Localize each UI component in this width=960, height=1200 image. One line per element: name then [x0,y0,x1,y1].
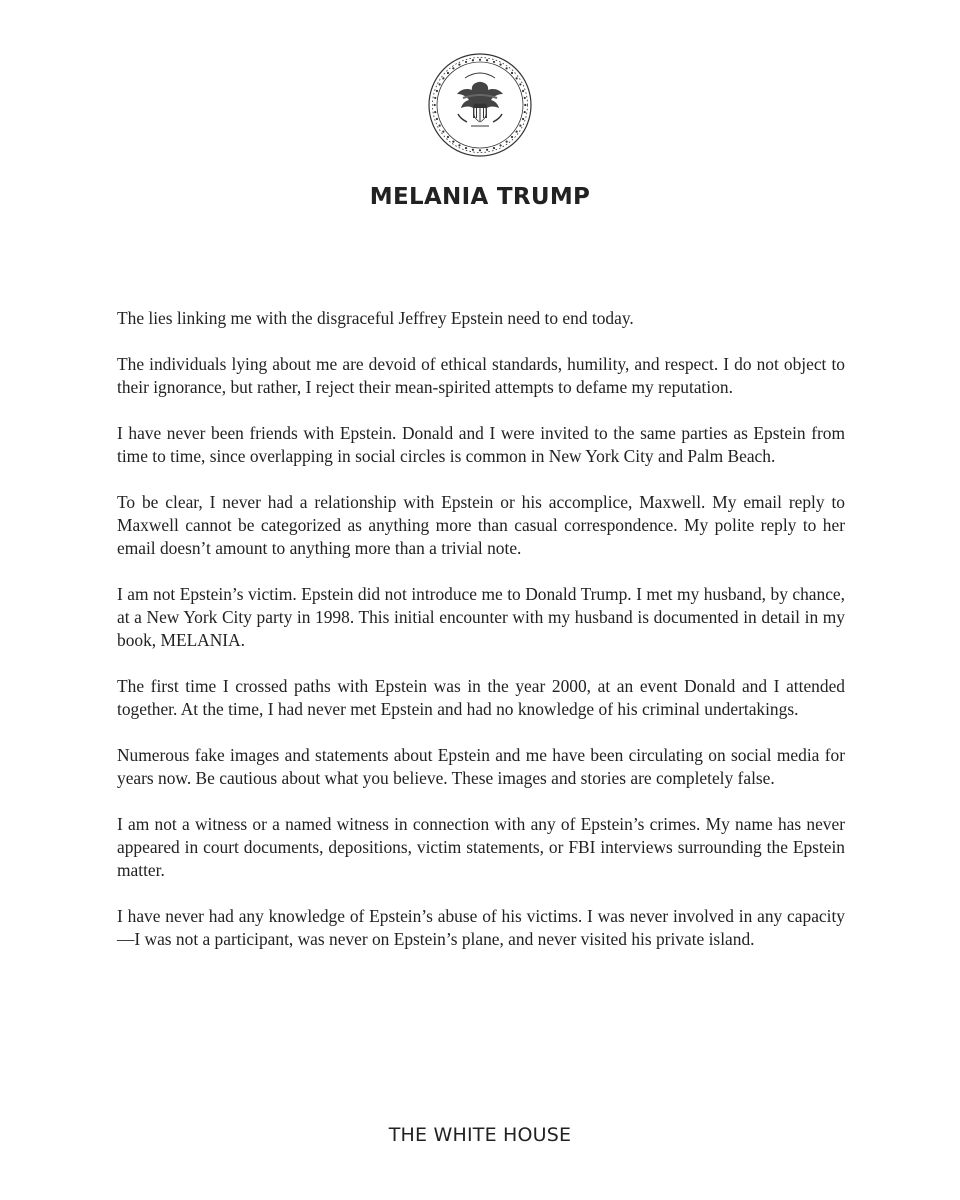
seal-star-icon [511,72,513,74]
seal-star-icon [452,141,454,143]
seal-star-icon [493,147,495,149]
seal-star-icon [519,83,521,85]
seal-star-icon [436,90,438,92]
seal-star-icon [472,59,474,61]
seal-star-icon [434,97,436,99]
seal-star-icon [506,141,508,143]
seal-star-icon [524,111,526,113]
seal-star-icon [486,59,488,61]
seal-star-icon [434,111,436,113]
seal-star-icon [524,104,526,106]
seal-star-icon [499,64,501,66]
statement-paragraph: The lies linking me with the disgraceful Jeffrey Epstein need to end today. [117,308,634,328]
seal-star-icon [516,131,518,133]
statement-paragraph: I have never been friends with Epstein. Donald and I were invited to the same parties as Epstein from time to time, since overlapping in social circles is common in New York City and Palm Beach. [117,423,845,466]
statement-paragraph: The individuals lying about me are devoid of ethical standards, humility, and respect. I do not object to their ignorance, but rather, I reject their mean-spirited attempts to defame my reputation. [117,354,845,397]
seal-star-icon [519,124,521,126]
statement-paragraph: I have never had any knowledge of Epstein’s abuse of his victims. I was never involved in any capacity—I was not a participant, was never on Epstein’s plane, and never visited his private island. [117,906,845,949]
footer-white-house: THE WHITE HOUSE [388,1124,572,1146]
seal-star-icon [442,77,444,79]
seal-star-icon [472,149,474,151]
seal-star-icon [458,64,460,66]
statement-paragraph: I am not a witness or a named witness in connection with any of Epstein’s crimes. My name has never appeared in court documents, depositions, victim statements, or FBI interviews surrounding the Epstein matter. [117,814,845,880]
seal-star-icon [479,149,481,151]
letterhead-name: MELANIA TRUMP [369,184,591,210]
seal-star-icon [434,104,436,106]
statement-paragraph: The first time I crossed paths with Epstein was in the year 2000, at an event Donald and I attended together. At the time, I had never met Epstein and had no knowledge of his criminal undertakings. [117,676,845,719]
seal-star-icon [486,149,488,151]
seal-star-icon [522,118,524,120]
seal-star-icon [493,61,495,63]
seal-star-icon [499,144,501,146]
seal-star-icon [436,118,438,120]
statement-paragraph: I am not Epstein’s victim. Epstein did not introduce me to Donald Trump. I met my husband, by chance, at a New York City party in 1998. This initial encounter with my husband is documented in detail in my book, MELANIA. [117,584,845,650]
seal-star-icon [511,136,513,138]
seal-star-icon [447,72,449,74]
presidential-seal-icon [427,52,533,158]
seal-star-icon [524,97,526,99]
seal-star-icon [458,144,460,146]
seal-star-icon [465,147,467,149]
seal-star-icon [452,67,454,69]
seal-star-icon [442,131,444,133]
seal-star-icon [447,136,449,138]
statement-paragraph: To be clear, I never had a relationship with Epstein or his accomplice, Maxwell. My email reply to Maxwell cannot be categorized as anything more than casual correspondence. My polite reply to her email doesn’t amount to anything more than a trivial note. [117,492,845,558]
seal-star-icon [506,67,508,69]
seal-star-icon [465,61,467,63]
seal-star-icon [479,59,481,61]
statement-paragraph: Numerous fake images and statements about Epstein and me have been circulating on social media for years now. Be cautious about what you believe. These images and stories are completely false. [117,745,845,788]
seal-star-icon [439,124,441,126]
seal-star-icon [522,90,524,92]
statement-body [117,307,845,974]
seal-star-icon [516,77,518,79]
seal-star-icon [439,83,441,85]
